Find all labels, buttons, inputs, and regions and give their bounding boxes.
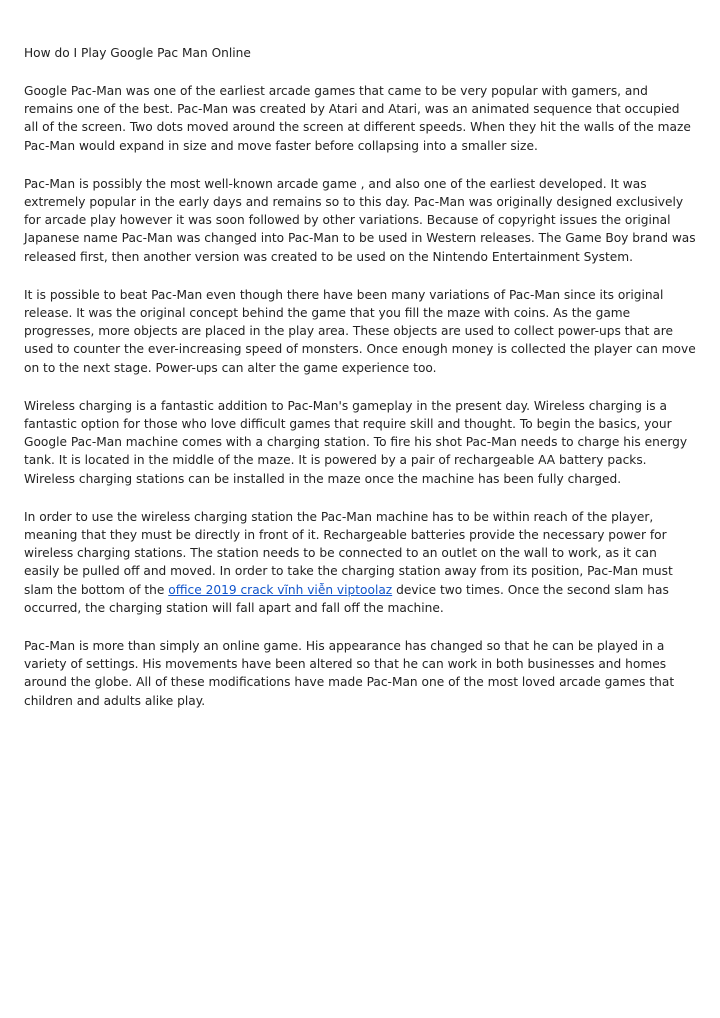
office-crack-link[interactable]: office 2019 crack vĩnh viễn viptoolaz — [168, 582, 393, 597]
paragraph-2: Pac-Man is possibly the most well-known arcade game , and also one of the earliest developed. It was extremely popular in the early days and remains so to this day. Pac-Man was originally designed exclusively for arcade play however it was soon followed by other variations. Because of copyright issues the original Japanese name Pac-Man was changed into Pac-Man to be used in Western releases. The Game Boy brand was released first, then another version was created to be used on the Nintendo Entertainment System. — [24, 176, 696, 264]
paragraph-1: Google Pac-Man was one of the earliest arcade games that came to be very popular with gamers, and remains one of the best. Pac-Man was created by Atari and Atari, was an animated sequence that occupied all of the screen. Two dots moved around the screen at different speeds. When they hit the walls of the maze Pac-Man would expand in size and move faster before collapsing into a smaller size. — [24, 84, 691, 153]
paragraph-3: It is possible to beat Pac-Man even though there have been many variations of Pac-Man since its original release. It was the original concept behind the game that you fill the maze with coins. As the game progresses, more objects are placed in the play area. These objects are used to collect power-ups that are used to counter the ever-increasing speed of monsters. Once enough money is collected the player can move on to the next stage. Power-ups can alter the game experience too. — [24, 287, 696, 375]
paragraph-5-text-before-link: In order to use the wireless charging station the Pac-Man machine has to be within reach of the player, meaning that they must be directly in front of it. Rechargeable batteries provide the necessary power for wireless charging stations. The station needs to be connected to an outlet on the wall to work, as it can easily be pulled off and moved. In order to take the charging station away from its position, Pac-Man must slam the bottom of the — [24, 509, 673, 597]
paragraph-6: Pac-Man is more than simply an online game. His appearance has changed so that he can be played in a variety of settings. His movements have been altered so that he can work in both businesses and homes around the globe. All of these modifications have made Pac-Man one of the most loved arcade games that children and adults alike play. — [24, 639, 675, 708]
paragraph-5 — [24, 508, 696, 617]
document-title: How do I Play Google Pac Man Online — [24, 46, 251, 60]
paragraph-4: Wireless charging is a fantastic addition to Pac-Man's gameplay in the present day. Wireless charging is a fantastic option for those who love difficult games that require skill and thought. To begin the basics, your Google Pac-Man machine comes with a charging station. To fire his shot Pac-Man needs to charge his energy tank. It is located in the middle of the maze. It is powered by a pair of rechargeable AA battery packs. Wireless charging stations can be installed in the maze once the machine has been fully charged. — [24, 398, 688, 486]
document-page — [24, 44, 696, 730]
paragraph-5-text-after-link: device two times. Once the second slam has occurred, the charging station will fall apart and fall off the machine. — [24, 582, 669, 615]
